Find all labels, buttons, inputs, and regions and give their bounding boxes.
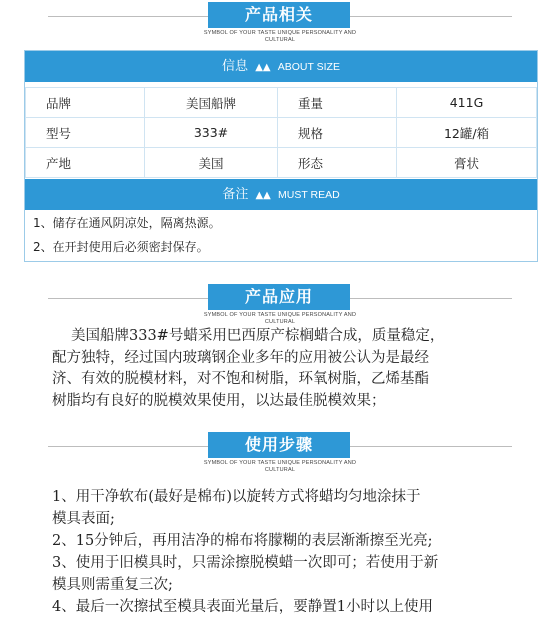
notes-list [33,211,221,259]
spec-value: 411G [397,88,537,118]
spec-key: 品牌 [26,88,145,118]
section-subtitle: SYMBOL OF YOUR TASTE UNIQUE PERSONALITY AND CULTURAL [203,30,357,43]
section-title: 使用步骤 [208,432,350,458]
info-bar-cn: 信息 [222,59,249,74]
spec-key: 规格 [278,118,397,148]
triangle-icon: ▲▲ [255,62,271,73]
note-bar-en: MUST READ [278,189,340,201]
header-rule-left [48,298,208,299]
step-line: 2、15分钟后，再用洁净的棉布将朦糊的表层渐渐擦至光亮; [52,533,433,549]
note-bar-cn: 备注 [222,187,249,202]
table-row [26,118,537,148]
section-header-application [0,284,560,324]
spec-value: 美国 [145,148,278,178]
steps-list [52,486,522,618]
table-row [26,148,537,178]
info-bar [25,51,537,82]
section-subtitle: SYMBOL OF YOUR TASTE UNIQUE PERSONALITY AND CULTURAL [203,460,357,473]
spec-table [25,87,537,178]
header-rule-right [350,446,512,447]
section-header-steps [0,432,560,472]
note-item: 1、储存在通风阴凉处，隔离热源。 [33,216,221,230]
paragraph-line: 树脂均有良好的脱模效果使用，以达最佳脱模效果； [52,392,386,409]
header-rule-left [48,16,208,17]
section-subtitle: SYMBOL OF YOUR TASTE UNIQUE PERSONALITY AND CULTURAL [203,312,357,325]
step-line: 模具则需重复三次; [52,577,173,593]
section-header-product [0,2,560,42]
info-box [24,50,538,262]
spec-value: 333# [145,118,278,148]
application-paragraph [52,326,522,412]
step-line: 4、最后一次擦拭至模具表面光量后，要静置1小时以上使用 [52,599,433,615]
paragraph-line: 配方独特，经过国内玻璃钢企业多年的应用被公认为是最经 [52,349,429,366]
header-rule-left [48,446,208,447]
spec-value: 膏状 [397,148,537,178]
spec-value: 美国船牌 [145,88,278,118]
step-line: 模具表面; [52,511,115,527]
section-title: 产品相关 [208,2,350,28]
note-bar [25,179,537,210]
step-line: 1、用干净软布(最好是棉布)以旋转方式将蜡均匀地涂抹于 [52,489,421,505]
table-row [26,88,537,118]
header-rule-right [350,298,512,299]
step-line: 3、使用于旧模具时，只需涂擦脱模蜡一次即可；若使用于新 [52,555,439,571]
spec-key: 重量 [278,88,397,118]
spec-key: 形态 [278,148,397,178]
spec-key: 型号 [26,118,145,148]
paragraph-line: 美国船牌333#号蜡采用巴西原产棕榈蜡合成，质量稳定， [71,328,445,344]
header-rule-right [350,16,512,17]
triangle-icon: ▲▲ [255,190,271,201]
note-item: 2、在开封使用后必须密封保存。 [33,240,209,254]
spec-value: 12罐/箱 [397,118,537,148]
paragraph-line: 济、有效的脱模材料，对不饱和树脂，环氧树脂，乙烯基酯 [52,371,429,387]
section-title: 产品应用 [208,284,350,310]
info-bar-en: ABOUT SIZE [277,61,340,73]
spec-key: 产地 [26,148,145,178]
